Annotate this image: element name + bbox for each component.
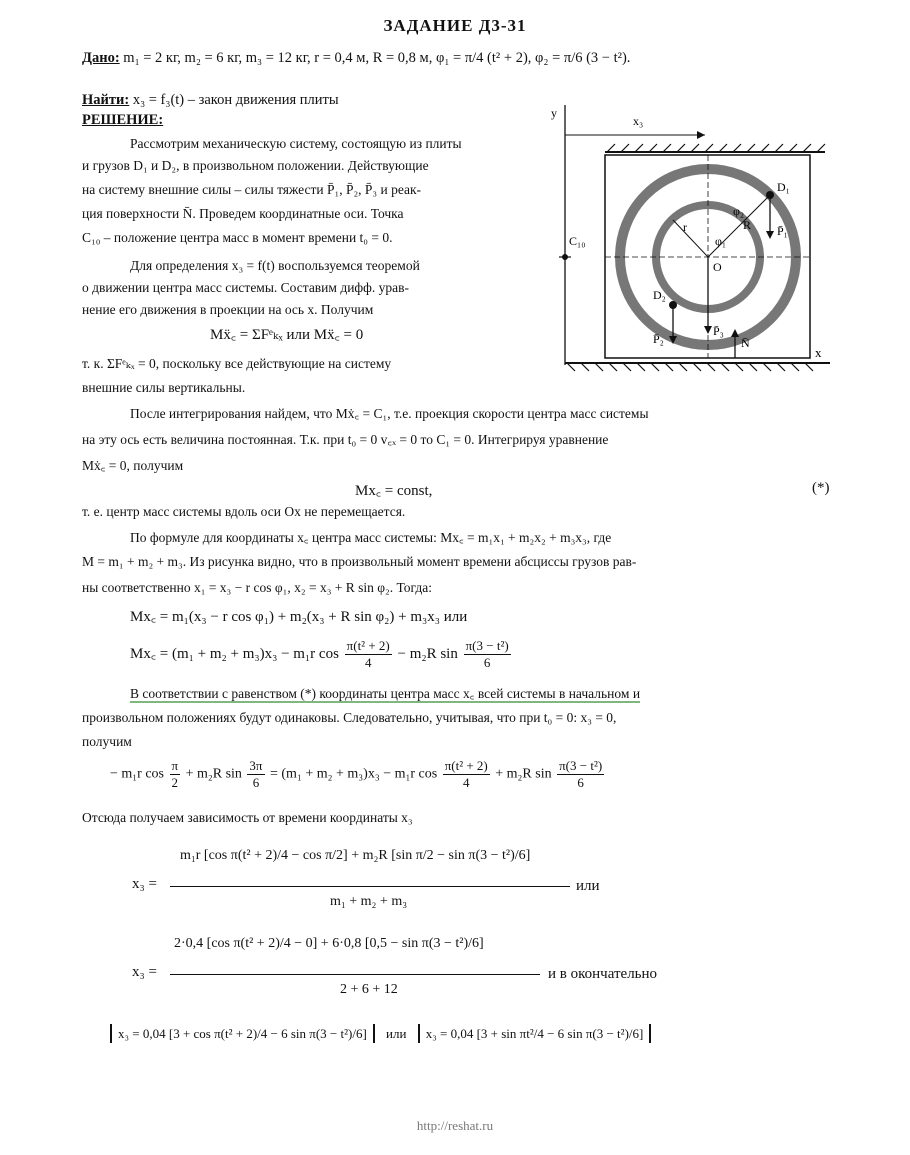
radius-r <box>673 220 708 257</box>
equation: Mx꜀ = m₁(x₃ − r cos φ₁) + m₂(x₃ + R sin φ₂) + m₃x₃ или <box>130 609 468 625</box>
label-r: r <box>683 220 687 234</box>
text-line: ция поверхности N̄. Проведем координатные оси. Точка <box>82 206 404 221</box>
text-line: получим <box>82 734 132 749</box>
text-line: Рассмотрим механическую систему, состоящую из плиты <box>130 136 462 151</box>
fraction-num: π(t² + 2) <box>346 638 390 653</box>
label-D1: D₁ <box>777 180 790 194</box>
label-phi1: φ₁ <box>715 234 727 248</box>
force-arrow-icon <box>766 231 774 239</box>
y-axis-label: y <box>551 106 557 120</box>
equation: Mx꜀ = const, <box>355 483 433 499</box>
fraction <box>170 758 181 791</box>
footer-url: http://reshat.ru <box>416 1118 494 1133</box>
fraction <box>247 758 264 791</box>
fraction-bar <box>170 974 540 975</box>
text-line: произвольном положениях будут одинаковы. Следовательно, учитывая, что при t₀ = 0: x₃ = 0, <box>82 710 617 725</box>
label-phi2: φ₂ <box>733 204 745 218</box>
label-P3: P̄₃ <box>713 324 724 338</box>
equation-tail: и в окончательно <box>548 966 658 982</box>
fraction <box>464 638 511 671</box>
text-line: внешние силы вертикальны. <box>82 380 246 395</box>
fraction-den: m₁ + m₂ + m₃ <box>330 894 408 909</box>
final-answer-2: x₃ = 0,04 [3 + sin πt²/4 − 6 sin π(3 − t²)/6] <box>418 1024 652 1043</box>
fraction-den: 6 <box>577 775 584 790</box>
text-line: о движении центра масс системы. Составим дифф. урав- <box>82 280 409 295</box>
label-O: O <box>713 260 722 274</box>
equation-tag: (*) <box>812 480 830 496</box>
eq-part: − m₁r cos <box>110 766 164 782</box>
equation <box>130 638 513 671</box>
equation-lhs: x₃ = <box>132 876 157 892</box>
fraction <box>557 758 604 791</box>
label-P2: P̄₂ <box>653 332 664 346</box>
fraction-num: π <box>171 758 179 773</box>
given-label: Дано: <box>82 50 120 66</box>
text-line: Отсюда получаем зависимость от времени координаты x₃ <box>82 810 413 825</box>
equation <box>110 758 606 791</box>
text-line: По формуле для координаты x꜀ центра масс системы: Mx꜀ = m₁x₁ + m₂x₂ + m₃x₃, где <box>130 530 612 545</box>
given-text: m₁ = 2 кг, m₂ = 6 кг, m₃ = 12 кг, r = 0,4 м, R = 0,8 м, φ₁ = π/4 (t² + 2), φ₂ = π/6 (3 − t²). <box>123 50 631 66</box>
text-line <box>130 684 640 702</box>
x-axis-label: x <box>815 345 822 360</box>
solution-label: РЕШЕНИЕ: <box>82 112 164 128</box>
c10-point <box>562 254 568 260</box>
page-title: ЗАДАНИЕ Д3-31 <box>383 16 527 35</box>
fraction <box>345 638 392 671</box>
text-line: После интегрирования найдем, что Mẋ꜀ = C₁, т.е. проекция скорости центра масс системы <box>130 406 649 421</box>
x3-dimension-label: x₃ <box>633 114 644 128</box>
text-line: на эту ось есть величина постоянная. Т.к. при t₀ = 0 v꜀ₓ = 0 то C₁ = 0. Интегрируя уравнение <box>82 432 609 447</box>
equation-tail: или <box>576 878 600 894</box>
fraction-num: m₁r [cos π(t² + 2)/4 − cos π/2] + m₂R [sin π/2 − sin π(3 − t²)/6] <box>180 848 531 863</box>
eq-part: + m₂R sin <box>185 766 242 782</box>
find-line <box>82 92 339 109</box>
fraction-num: π(t² + 2) <box>444 758 488 773</box>
text-line: нение его движения в проекции на ось x. Получим <box>82 302 374 317</box>
top-hatch <box>607 144 825 152</box>
text-line: т. е. центр масс системы вдоль оси Ox не перемещается. <box>82 504 406 519</box>
fraction-den: 6 <box>483 655 491 670</box>
final-answer-1: x₃ = 0,04 [3 + cos π(t² + 2)/4 − 6 sin π(3 − t²)/6] <box>110 1024 375 1043</box>
label-D2: D₂ <box>653 288 666 302</box>
text-line: и грузов D₁ и D₂, в произвольном положении. Действующие <box>82 158 429 173</box>
text-line: C₁₀ – положение центра масс в момент времени t₀ = 0. <box>82 230 393 245</box>
eq-part: − m₂R sin <box>397 645 458 662</box>
fraction-den: 2 + 6 + 12 <box>340 982 398 997</box>
find-text: x₃ = f₃(t) – закон движения плиты <box>132 92 339 108</box>
fraction-den: 4 <box>462 775 470 790</box>
equation: Mẍ꜀ = ΣFᵉₖₓ или Mẍ꜀ = 0 <box>210 327 364 343</box>
eq-part: + m₂R sin <box>495 766 552 782</box>
fraction-num: π(3 − t²) <box>465 638 509 653</box>
equation-lhs: x₃ = <box>132 964 157 980</box>
text-line: т. к. ΣFᵉₖₓ = 0, поскольку все действующие на систему <box>82 356 392 371</box>
fraction-den: 4 <box>364 655 372 670</box>
mechanism-figure <box>545 95 835 380</box>
fraction-den: 2 <box>171 775 179 790</box>
find-label: Найти: <box>82 92 130 108</box>
c10-label: C₁₀ <box>569 234 586 248</box>
fraction-den: 6 <box>252 775 260 790</box>
final-or: или <box>386 1026 407 1041</box>
text-line: на систему внешние силы – силы тяжести P̄₁, P̄₂, P̄₃ и реак- <box>82 182 422 197</box>
label-R: R <box>743 218 752 232</box>
force-arrow-icon <box>731 329 739 337</box>
eq-part: Mx꜀ = (m₁ + m₂ + m₃)x₃ − m₁r cos <box>130 645 339 662</box>
fraction-num: 2·0,4 [cos π(t² + 2)/4 − 0] + 6·0,8 [0,5 − sin π(3 − t²)/6] <box>174 936 484 951</box>
label-N: N̄ <box>741 336 750 350</box>
eq-part: = (m₁ + m₂ + m₃)x₃ − m₁r cos <box>270 766 438 782</box>
text-line: Mẋ꜀ = 0, получим <box>82 458 184 473</box>
bottom-hatch <box>567 363 813 371</box>
fraction-num: π(3 − t²) <box>559 758 603 773</box>
final-equation <box>110 1026 651 1042</box>
text-line: ны соответственно x₁ = x₃ − r cos φ₁, x₂ = x₃ + R sin φ₂. Тогда: <box>82 580 432 595</box>
fraction-bar <box>170 886 570 887</box>
highlighted-text: В соответствии с равенством (*) координаты центра масс x꜀ всей системы в начальном и <box>130 686 641 701</box>
force-arrow-icon <box>704 326 712 334</box>
fraction-num: 3π <box>249 758 263 773</box>
text-line: Для определения x₃ = f(t) воспользуемся теоремой <box>130 258 420 273</box>
big-fraction <box>170 928 550 1008</box>
text-line: M = m₁ + m₂ + m₃. Из рисунка видно, что в произвольный момент времени абсциссы грузов рав- <box>82 554 637 569</box>
big-fraction <box>170 840 590 920</box>
given-line <box>82 50 630 67</box>
fraction <box>443 758 490 791</box>
label-P1: P̄₁ <box>777 224 788 238</box>
dimension-arrow-icon <box>697 131 705 139</box>
